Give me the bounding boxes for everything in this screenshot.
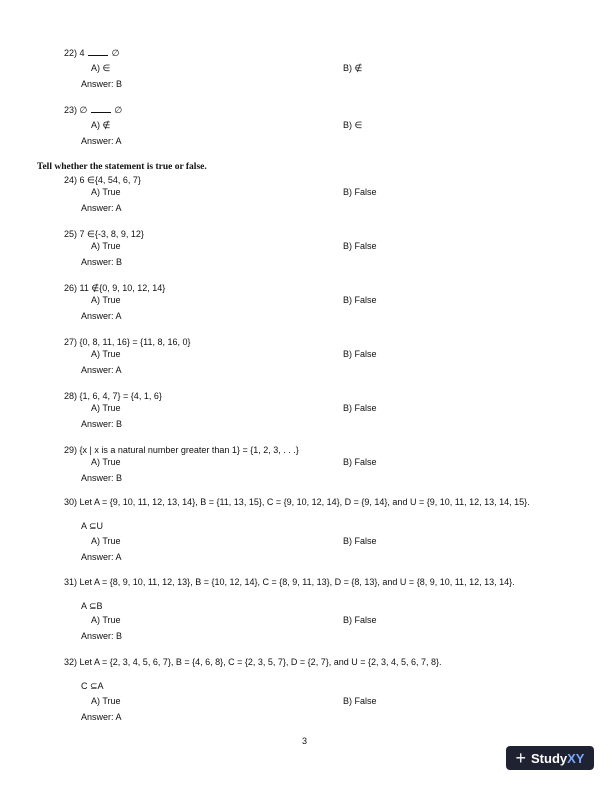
- question-text: 32) Let A = {2, 3, 4, 5, 6, 7}, B = {4, 6, 8}, C = {2, 3, 5, 7}, D = {2, 7}, and U = {2, 3, 4, 5, 6, 7, 8}.: [64, 657, 442, 667]
- question-operand: 4: [79, 48, 85, 58]
- option-b: B) False: [343, 457, 377, 467]
- answer-blank: [91, 112, 111, 113]
- option-a: A) True: [91, 403, 121, 413]
- logo-text: Study: [531, 750, 568, 766]
- logo-text-accent: XY: [567, 750, 585, 766]
- plus-icon: +: [515, 748, 527, 768]
- option-a: A) True: [91, 615, 121, 625]
- option-b: B) False: [343, 349, 377, 359]
- option-a: A) ∈: [91, 63, 111, 73]
- answer-text: Answer: B: [81, 419, 123, 429]
- answer-text: Answer: A: [81, 365, 122, 375]
- option-b: B) False: [343, 241, 377, 251]
- question-text: 27) {0, 8, 11, 16} = {11, 8, 16, 0}: [64, 337, 191, 347]
- question-operand: ∅: [114, 105, 123, 115]
- option-b: B) ∉: [343, 63, 363, 73]
- option-b: B) ∈: [343, 120, 363, 130]
- option-b: B) False: [343, 295, 377, 305]
- question-text: 30) Let A = {9, 10, 11, 12, 13, 14}, B = {11, 13, 15}, C = {9, 10, 12, 14}, D = {9, 14}, and U = {9, 10, 11, 12, 13, 14, 15}.: [64, 497, 530, 507]
- option-a: A) True: [91, 241, 121, 251]
- option-a: A) True: [91, 696, 121, 706]
- page-number: 3: [302, 736, 308, 746]
- option-b: B) False: [343, 696, 377, 706]
- answer-text: Answer: A: [81, 311, 122, 321]
- answer-text: Answer: A: [81, 203, 122, 213]
- answer-text: Answer: B: [81, 79, 123, 89]
- question-text: 31) Let A = {8, 9, 10, 11, 12, 13}, B = {10, 12, 14}, C = {8, 9, 11, 13}, D = {8, 13}, and U = {8, 9, 10, 11, 12, 13, 14}.: [64, 577, 515, 587]
- option-b: B) False: [343, 403, 377, 413]
- question-text: 29) {x | x is a natural number greater than 1} = {1, 2, 3, . . .}: [64, 445, 299, 455]
- statement-text: A ⊆U: [81, 521, 104, 531]
- question-23-stem: [64, 106, 122, 115]
- section-heading: Tell whether the statement is true or false.: [37, 162, 207, 172]
- question-text: 28) {1, 6, 4, 7} = {4, 1, 6}: [64, 391, 162, 401]
- question-number: 23): [64, 105, 78, 115]
- statement-text: C ⊆A: [81, 681, 104, 691]
- answer-text: Answer: B: [81, 631, 123, 641]
- answer-blank: [88, 55, 108, 56]
- option-a: A) True: [91, 187, 121, 197]
- answer-text: Answer: B: [81, 257, 123, 267]
- answer-text: Answer: A: [81, 712, 122, 722]
- option-a: A) True: [91, 536, 121, 546]
- question-operand: ∅: [79, 105, 88, 115]
- answer-text: Answer: B: [81, 473, 123, 483]
- question-operand: ∅: [111, 48, 120, 58]
- answer-text: Answer: A: [81, 136, 122, 146]
- question-22-stem: [64, 49, 119, 58]
- question-text: 24) 6 ∈{4, 54, 6, 7}: [64, 175, 141, 185]
- answer-text: Answer: A: [81, 552, 122, 562]
- studyxy-logo[interactable]: [506, 746, 594, 770]
- statement-text: A ⊆B: [81, 601, 103, 611]
- option-a: A) True: [91, 295, 121, 305]
- option-a: A) True: [91, 457, 121, 467]
- question-text: 26) 11 ∉{0, 9, 10, 12, 14}: [64, 283, 166, 293]
- option-a: A) ∉: [91, 120, 111, 130]
- option-b: B) False: [343, 187, 377, 197]
- question-number: 22): [64, 48, 78, 58]
- question-text: 25) 7 ∈{-3, 8, 9, 12}: [64, 229, 144, 239]
- option-b: B) False: [343, 536, 377, 546]
- option-b: B) False: [343, 615, 377, 625]
- option-a: A) True: [91, 349, 121, 359]
